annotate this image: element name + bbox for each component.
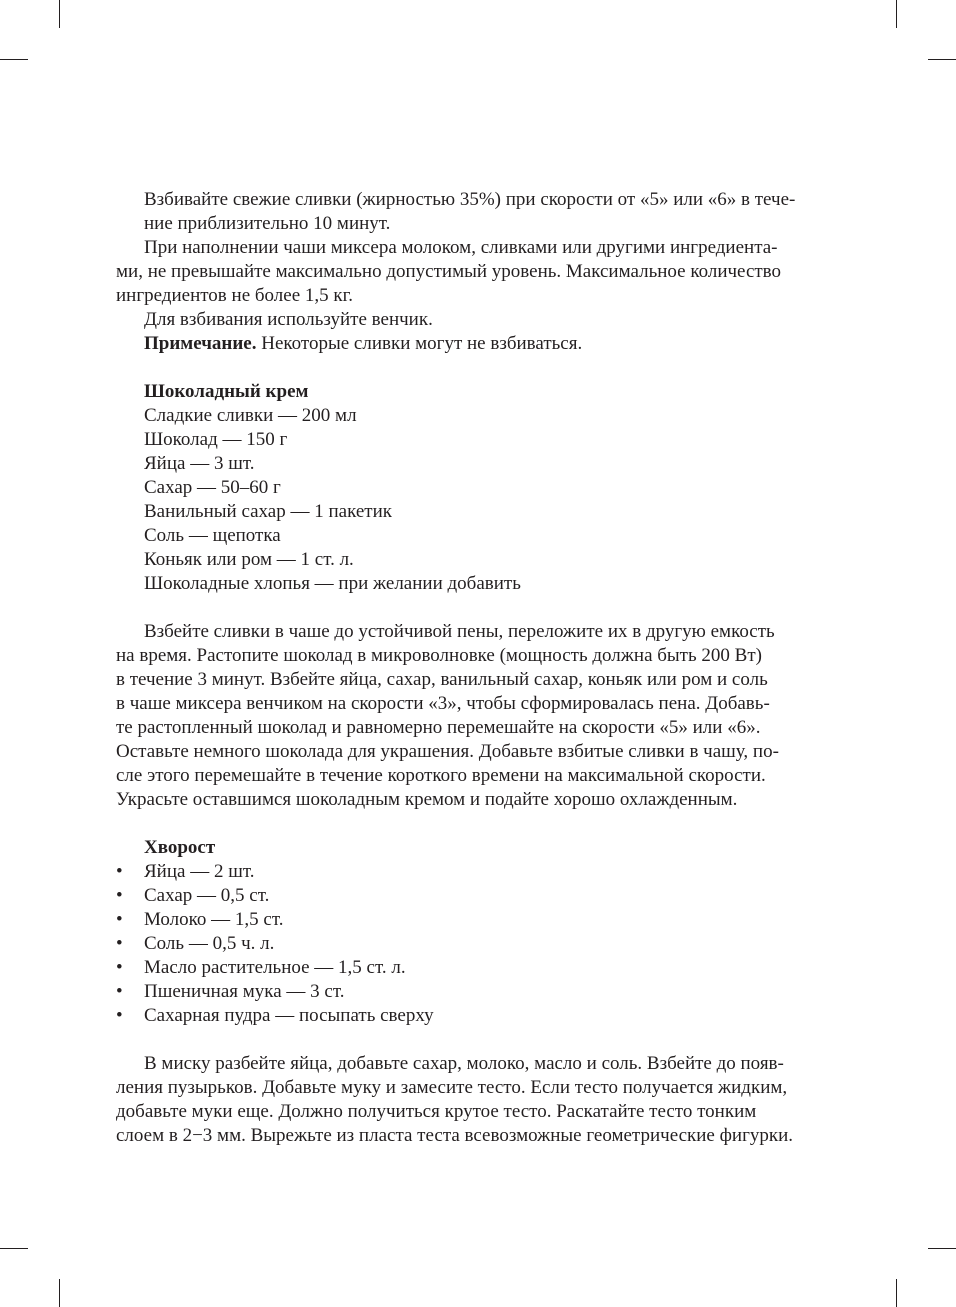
intro-paragraph-3: Для взбивания используйте венчик. bbox=[144, 309, 433, 330]
bullet-icon: • bbox=[116, 933, 123, 954]
text-line: в течение 3 минут. Взбейте яйца, сахар, ванильный сахар, коньяк или ром и соль bbox=[116, 669, 768, 690]
list-item-text: Сахар — 0,5 ст. bbox=[144, 885, 270, 906]
crop-mark-top-right-horizontal bbox=[928, 59, 956, 60]
bullet-icon: • bbox=[116, 909, 123, 930]
text-line: Оставьте немного шоколада для украшения. Добавьте взбитые сливки в чашу, по- bbox=[116, 741, 779, 762]
method-paragraph-chocolate-cream bbox=[116, 620, 836, 812]
spacer bbox=[116, 356, 836, 380]
text-line: на время. Растопите шоколад в микроволновке (мощность должна быть 200 Вт) bbox=[116, 645, 762, 666]
bullet-icon: • bbox=[116, 957, 123, 978]
recipe-title-chocolate-cream: Шоколадный крем bbox=[144, 381, 309, 402]
method-paragraph-khvorost bbox=[116, 1052, 836, 1148]
list-item: Яйца — 3 шт. bbox=[144, 453, 255, 474]
text-line: сле этого перемешайте в течение короткого времени на максимальной скорости. bbox=[116, 765, 766, 786]
list-item: Соль — щепотка bbox=[144, 525, 281, 546]
text-line: ми, не превышайте максимально допустимый уровень. Максимальное количество bbox=[116, 261, 782, 282]
list-item: Шоколад — 150 г bbox=[144, 429, 288, 450]
text-line: При наполнении чаши миксера молоком, сливками или другими ингредиента- bbox=[144, 237, 778, 258]
spacer bbox=[116, 596, 836, 620]
list-item bbox=[116, 932, 836, 956]
list-item-text: Молоко — 1,5 ст. bbox=[144, 909, 284, 930]
crop-mark-top-right-vertical bbox=[896, 0, 897, 28]
recipe-title-khvorost: Хворост bbox=[144, 837, 216, 858]
text-line: Украсьте оставшимся шоколадным кремом и подайте хорошо охлажденным. bbox=[116, 789, 738, 810]
text-line: в чаше миксера венчиком на скорости «3», чтобы сформировалась пена. Добавь- bbox=[116, 693, 770, 714]
ingredient-list-khvorost bbox=[116, 860, 836, 1028]
crop-mark-bottom-left-vertical bbox=[59, 1279, 60, 1307]
text-line: Взбивайте свежие сливки (жирностью 35%) при скорости от «5» или «6» в тече- bbox=[144, 189, 796, 210]
bullet-icon: • bbox=[116, 885, 123, 906]
list-item bbox=[116, 956, 836, 980]
list-item-text: Яйца — 2 шт. bbox=[144, 861, 255, 882]
text-line: те растопленный шоколад и равномерно перемешайте на скорости «5» или «6». bbox=[116, 717, 761, 738]
list-item-text: Соль — 0,5 ч. л. bbox=[144, 933, 275, 954]
text-line: добавьте муки еще. Должно получиться крутое тесто. Раскатайте тесто тонким bbox=[116, 1101, 757, 1122]
list-item bbox=[116, 980, 836, 1004]
text-line: ингредиентов не более 1,5 кг. bbox=[116, 285, 354, 306]
list-item-text: Сахарная пудра — посыпать сверху bbox=[144, 1005, 434, 1026]
list-item-text: Масло растительное — 1,5 ст. л. bbox=[144, 957, 406, 978]
note-paragraph bbox=[116, 332, 836, 356]
list-item: Ванильный сахар — 1 пакетик bbox=[144, 501, 392, 522]
crop-mark-top-left-vertical bbox=[59, 0, 60, 28]
list-item bbox=[116, 884, 836, 908]
text-line: ления пузырьков. Добавьте муку и замесите тесто. Если тесто получается жидким, bbox=[116, 1077, 788, 1098]
list-item: Сладкие сливки — 200 мл bbox=[144, 405, 357, 426]
list-item-text: Пшеничная мука — 3 ст. bbox=[144, 981, 345, 1002]
note-text: Некоторые сливки могут не взбиваться. bbox=[256, 333, 583, 354]
intro-paragraph-1 bbox=[116, 188, 836, 236]
crop-mark-bottom-right-vertical bbox=[896, 1279, 897, 1307]
text-line: Взбейте сливки в чаше до устойчивой пены, переложите их в другую емкость bbox=[144, 621, 775, 642]
spacer bbox=[116, 812, 836, 836]
crop-mark-bottom-right-horizontal bbox=[928, 1248, 956, 1249]
ingredient-list-chocolate-cream bbox=[116, 404, 836, 596]
text-line: В миску разбейте яйца, добавьте сахар, молоко, масло и соль. Взбейте до появ- bbox=[144, 1053, 784, 1074]
intro-paragraph-2 bbox=[116, 236, 836, 308]
list-item: Шоколадные хлопья — при желании добавить bbox=[144, 573, 521, 594]
bullet-icon: • bbox=[116, 861, 123, 882]
list-item bbox=[116, 860, 836, 884]
note-label: Примечание. bbox=[144, 333, 257, 354]
crop-mark-top-left-horizontal bbox=[0, 59, 28, 60]
list-item: Сахар — 50–60 г bbox=[144, 477, 281, 498]
list-item bbox=[116, 908, 836, 932]
spacer bbox=[116, 1028, 836, 1052]
crop-mark-bottom-left-horizontal bbox=[0, 1248, 28, 1249]
bullet-icon: • bbox=[116, 1005, 123, 1026]
text-line: слоем в 2−3 мм. Вырежьте из пласта теста всевозможные геометрические фигурки. bbox=[116, 1125, 794, 1146]
text-line: ние приблизительно 10 минут. bbox=[144, 213, 391, 234]
page-content bbox=[116, 188, 836, 1148]
list-item: Коньяк или ром — 1 ст. л. bbox=[144, 549, 354, 570]
bullet-icon: • bbox=[116, 981, 123, 1002]
list-item bbox=[116, 1004, 836, 1028]
